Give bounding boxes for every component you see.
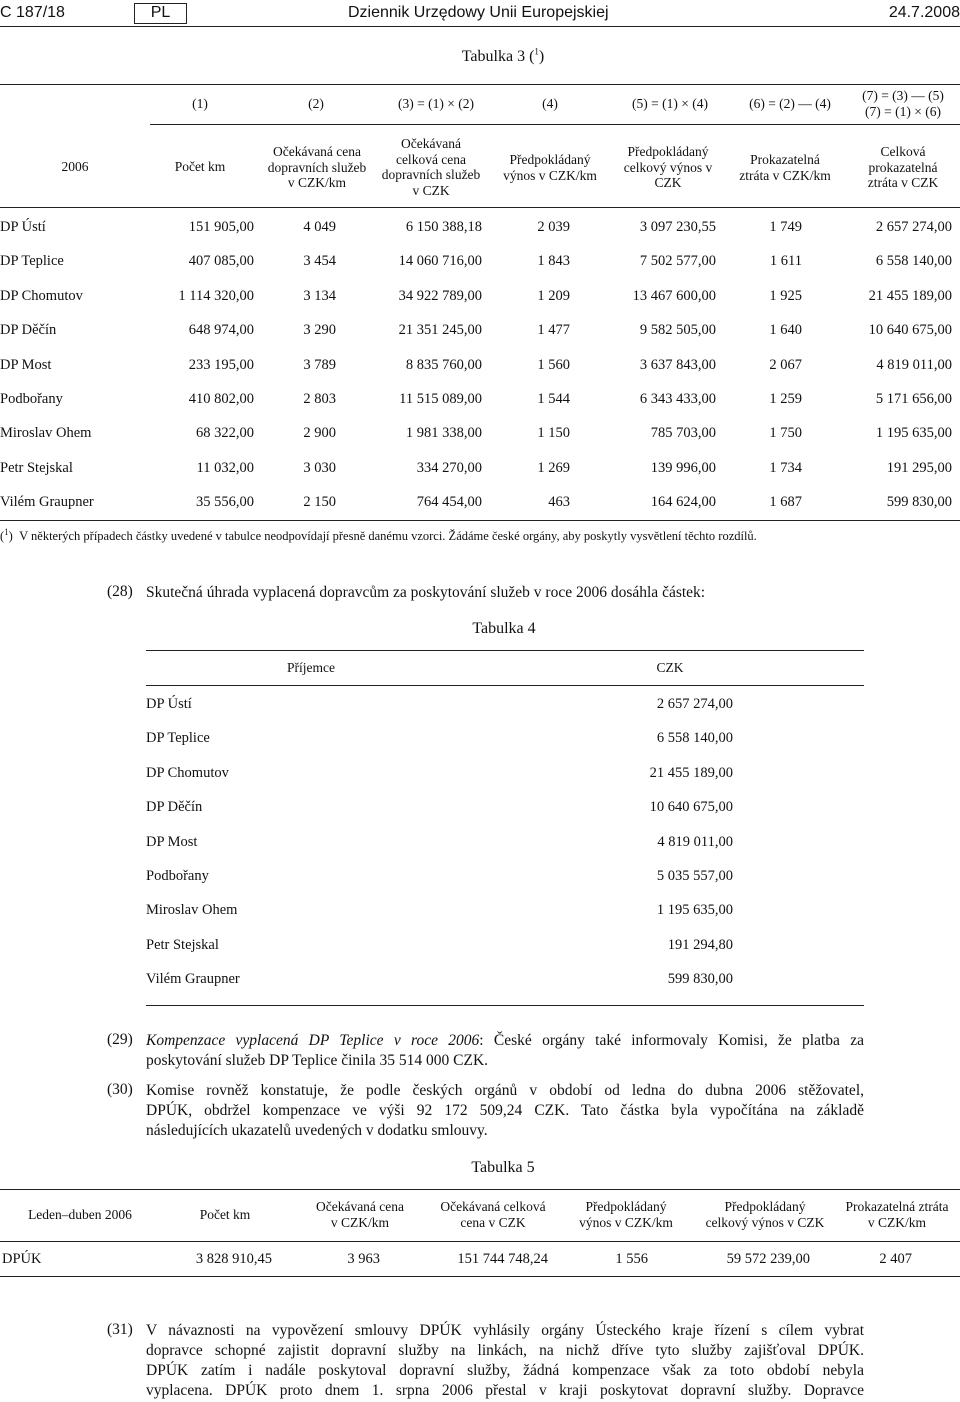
table3-cell: 1 749: [769, 219, 802, 235]
table3-cell: 1 150: [537, 425, 570, 442]
table3-row-name: DP Chomutov: [0, 287, 83, 304]
table3-cell: 410 802,00: [188, 391, 254, 407]
table3-cell: 785 703,00: [650, 425, 716, 442]
table3-cell: 1 209: [537, 287, 570, 304]
table4-amount: 191 294,80: [667, 936, 733, 953]
table3-header-assumed-total-revenue: Předpokládaný celkový výnos v CZK: [623, 144, 713, 190]
table4-header-czk: CZK: [656, 660, 684, 675]
table3-cell: 8 835 760,00: [405, 356, 482, 373]
table5-bottom-rule: [0, 1276, 960, 1277]
table5-header-period: Leden–duben 2006: [28, 1207, 132, 1222]
table3-cell: 1 477: [537, 322, 570, 339]
table3-formula-rule: [150, 124, 960, 125]
table5-top-rule: [0, 1189, 960, 1190]
table3-header-assumed-revenue: Předpokládaný výnos v CZK/km: [503, 152, 597, 183]
paragraph-30-line1: Komise rovněž konstatuje, že podle českých orgánů v období od ledna do dubna 2006 stěžovatel,: [146, 1082, 864, 1099]
table3-row-name: DP Teplice: [0, 253, 64, 270]
table5-header-loss-per-km: Prokazatelná ztráta v CZK/km: [845, 1199, 949, 1230]
table3-title: Tabulka 3 ($^1$): [461, 46, 545, 65]
table3-cell: 10 640 675,00: [868, 322, 952, 339]
table3-cell: 6 150 388,18: [405, 219, 482, 235]
table3-cell: 2 150: [303, 494, 336, 511]
table5-cell-revenue: 1 556: [615, 1251, 648, 1267]
table3-header-km: Počet km: [174, 159, 226, 174]
table4-amount: 599 830,00: [667, 971, 733, 988]
table4-amount: 6 558 140,00: [656, 730, 733, 747]
table3-cell: 334 270,00: [416, 459, 482, 476]
formula-col2: (2): [308, 96, 324, 111]
table3-cell: 648 974,00: [188, 322, 254, 339]
table4-recipient: Podbořany: [146, 868, 209, 884]
table5-header-rule: [0, 1241, 960, 1242]
table3-row-name: DP Ústí: [0, 219, 46, 235]
publication-date: 24.7.2008: [888, 4, 960, 21]
table4-recipient: Miroslav Ohem: [146, 902, 238, 919]
table3-cell: 164 624,00: [650, 494, 716, 511]
table3-cell: 7 502 577,00: [639, 253, 716, 270]
table3-cell: 1 269: [537, 459, 570, 476]
table3-cell: 3 454: [303, 253, 336, 270]
formula-col5: (5) = (1) × (4): [632, 96, 708, 111]
table3-cell: 463: [548, 494, 570, 511]
paragraph-29-line2: poskytování služeb DP Teplice činila 35 514 000 CZK.: [146, 1052, 489, 1069]
formula-col7a: (7) = (3) — (5): [862, 88, 944, 103]
table3-cell: 1 259: [769, 391, 802, 407]
table3-cell: 1 843: [537, 253, 570, 270]
table5-header-assumed-total-revenue: Předpokládaný celkový výnos v CZK: [705, 1199, 825, 1230]
header-rule: [0, 26, 960, 27]
table4-recipient: Petr Stejskal: [146, 936, 219, 953]
formula-col4: (4): [542, 96, 558, 111]
table3-cell: 11 515 089,00: [399, 391, 482, 407]
paragraph-29-italic: Kompenzace vyplacená DP Teplice v roce 2006: [146, 1032, 480, 1049]
paragraph-28-number: (28): [107, 583, 133, 600]
table3-header-rule: [0, 207, 960, 208]
formula-col3: (3) = (1) × (2): [398, 96, 474, 111]
language-box: [134, 3, 187, 24]
paragraph-31-number: (31): [107, 1321, 133, 1338]
table4-recipient: Vilém Graupner: [146, 971, 240, 988]
table3-cell: 3 290: [303, 322, 336, 339]
table4-amount: 1 195 635,00: [656, 902, 733, 919]
table5-cell-total: 151 744 748,24: [457, 1251, 548, 1267]
paragraph-29-number: (29): [107, 1031, 133, 1048]
table5-header-expected-price: Očekávaná cena v CZK/km: [315, 1199, 405, 1230]
table3-header-expected-total: Očekávaná celková cena dopravních služeb v CZK: [381, 136, 481, 198]
table3-row-name: Petr Stejskal: [0, 459, 73, 476]
table5-header-km: Počet km: [199, 1207, 251, 1222]
table5-header-expected-total: Očekávaná celková cena v CZK: [440, 1199, 546, 1230]
table3-year: 2006: [61, 159, 89, 174]
table3-cell: 34 922 789,00: [398, 287, 482, 304]
formula-col6: (6) = (2) — (4): [749, 96, 831, 111]
table3-cell: 4 049: [303, 219, 336, 235]
table3-cell: 5 171 656,00: [875, 391, 952, 407]
table3-cell: 2 803: [303, 391, 336, 407]
table3-cell: 2 039: [537, 219, 570, 235]
paragraph-30-number: (30): [107, 1081, 133, 1098]
paragraph-29-line1: Kompenzace vyplacená DP Teplice v roce 2006: České orgány také informovaly Komisi, že platba za: [146, 1032, 864, 1049]
table5-cell-km: 3 828 910,45: [195, 1251, 272, 1267]
table3-cell: 2 067: [769, 356, 802, 373]
table4-amount: 5 035 557,00: [656, 868, 733, 884]
table3-cell: 35 556,00: [196, 494, 254, 511]
table4-amount: 21 455 189,00: [649, 764, 733, 781]
table4-header-recipient: Příjemce: [287, 660, 335, 675]
paragraph-31-line1: V návaznosti na vypovězení smlouvy DPÚK vyhlásily orgány Ústeckého kraje řízení s cílem vybrat: [146, 1322, 864, 1339]
language-code: PL: [150, 4, 171, 21]
table4-amount: 10 640 675,00: [649, 799, 733, 816]
journal-title: Dziennik Urzędowy Unii Europejskiej: [348, 4, 609, 21]
table3-cell: 21 351 245,00: [398, 322, 482, 339]
page-reference: C 187/18: [0, 4, 65, 21]
paragraph-31-line3: DPÚK zatím i nadále poskytoval dopravní služby, žádná kompenzace však za toto období nebyla: [146, 1362, 864, 1379]
table3-cell: 1 560: [537, 356, 570, 373]
table5-header-assumed-revenue: Předpokládaný výnos v CZK/km: [579, 1199, 673, 1230]
table3-cell: 1 925: [769, 287, 802, 304]
formula-col7b: (7) = (1) × (6): [865, 104, 941, 119]
table3-cell: 14 060 716,00: [398, 253, 482, 270]
table3-bottom-rule: [0, 520, 960, 521]
table3-cell: 599 830,00: [886, 494, 952, 511]
formula-col1: (1): [192, 96, 208, 111]
table3-cell: 233 195,00: [188, 356, 254, 373]
table3-top-rule: [0, 84, 960, 85]
table3-cell: 3 097 230,55: [639, 219, 716, 235]
table5-cell-loss: 2 407: [879, 1251, 912, 1267]
table3-cell: 4 819 011,00: [876, 356, 952, 373]
table3-cell: 1 114 320,00: [178, 287, 254, 304]
paragraph-31-line2: dopravce schopné zajistit dopravní služby na linkách, na nichž dříve tyto služby zajišťoval DPÚK.: [146, 1342, 864, 1359]
table4-title: Tabulka 4: [472, 620, 536, 637]
table3-cell: 1 687: [769, 494, 802, 511]
table4-amount: 4 819 011,00: [657, 833, 733, 850]
table3-cell: 191 295,00: [886, 459, 952, 476]
table3-cell: 6 558 140,00: [875, 253, 952, 270]
table4-amount: 2 657 274,00: [656, 696, 733, 712]
paragraph-30-line3: následujících ukazatelů uvedených v dodatku smlouvy.: [146, 1122, 488, 1139]
table3-cell: 3 030: [303, 459, 336, 476]
table3-cell: 1 611: [769, 253, 802, 270]
table4-recipient: DP Teplice: [146, 730, 210, 747]
table3-cell: 1 195 635,00: [875, 425, 952, 442]
table3-row-name: DP Děčín: [0, 322, 57, 339]
table3-header-total-loss: Celková prokazatelná ztráta v CZK: [867, 144, 939, 190]
table3-cell: 13 467 600,00: [632, 287, 716, 304]
table4-bottom-rule: [146, 1005, 864, 1006]
paragraph-31-line4: vyplacena. DPÚK proto dnem 1. srpna 2006 přestal v kraji poskytovat dopravní služby. Dopravce: [146, 1382, 864, 1399]
table5-row-name: DPÚK: [2, 1251, 42, 1267]
table3-cell: 9 582 505,00: [639, 322, 716, 339]
paragraph-28-text: Skutečná úhrada vyplacená dopravcům za poskytování služeb v roce 2006 dosáhla částek:: [146, 584, 706, 601]
table4-header-rule: [146, 685, 864, 686]
table3-footnote: ($^1$) V některých případech částky uvedené v tabulce neodpovídají přesně danému vzorci. Žádáme české orgány, aby poskytly vysvětlení těchto rozdílů.: [0, 526, 757, 543]
table3-cell: 3 134: [303, 287, 336, 304]
table3-cell: 21 455 189,00: [868, 287, 952, 304]
table3-cell: 139 996,00: [650, 459, 716, 476]
table3-cell: 1 750: [769, 425, 802, 442]
paragraph-30-line2: DPÚK, obdržel kompenzace ve výši 92 172 509,24 CZK. Tato částka byla vypočítána na základě: [146, 1102, 864, 1119]
table3-row-name: DP Most: [0, 356, 52, 373]
table3-row-name: Vilém Graupner: [0, 494, 94, 511]
table3-cell: 11 032,00: [196, 459, 254, 476]
table3-row-name: Miroslav Ohem: [0, 425, 92, 442]
table3-cell: 1 640: [769, 322, 802, 339]
table3-cell: 151 905,00: [188, 219, 254, 235]
table3-header-loss-per-km: Prokazatelná ztráta v CZK/km: [739, 152, 831, 183]
table4-recipient: DP Děčín: [146, 799, 203, 816]
table4-recipient: DP Chomutov: [146, 764, 229, 781]
table3-row-name: Podbořany: [0, 391, 63, 407]
table5-cell-price: 3 963: [347, 1251, 380, 1267]
table3-cell: 6 343 433,00: [639, 391, 716, 407]
table3-cell: 2 900: [303, 425, 336, 442]
table4-top-rule: [146, 650, 864, 651]
table5-title: Tabulka 5: [471, 1159, 535, 1176]
table4-recipient: DP Most: [146, 833, 198, 850]
table5-cell-total-revenue: 59 572 239,00: [726, 1251, 810, 1267]
table3-cell: 407 085,00: [188, 253, 254, 270]
table3-cell: 764 454,00: [416, 494, 482, 511]
table3-cell: 2 657 274,00: [875, 219, 952, 235]
table3-cell: 3 789: [303, 356, 336, 373]
table3-cell: 1 544: [537, 391, 570, 407]
table3-cell: 68 322,00: [196, 425, 254, 442]
table4-recipient: DP Ústí: [146, 696, 192, 712]
table3-cell: 3 637 843,00: [639, 356, 716, 373]
table3-cell: 1 734: [769, 459, 802, 476]
table3-header-expected-price: Očekávaná cena dopravních služeb v CZK/km: [267, 144, 367, 190]
table3-cell: 1 981 338,00: [405, 425, 482, 442]
